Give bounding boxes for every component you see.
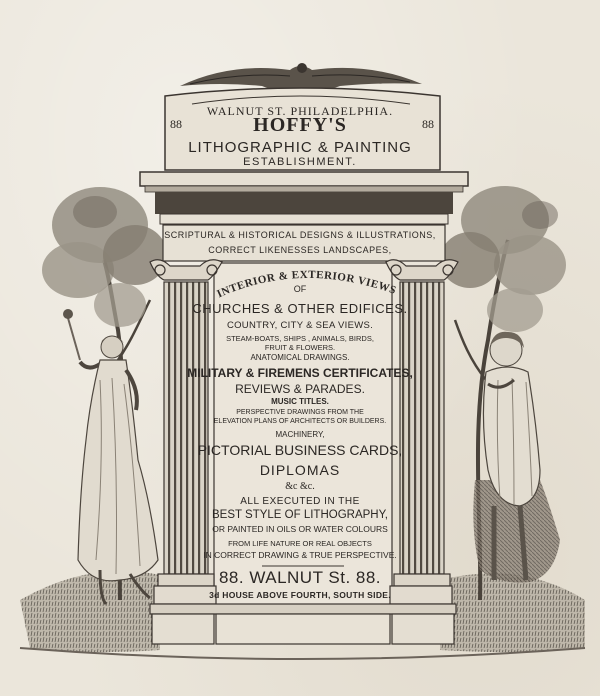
line-life-nature: FROM LIFE NATURE OR REAL OBJECTS — [228, 539, 372, 548]
line-military: MILITARY & FIREMENS CERTIFICATES, — [187, 366, 413, 380]
line-perspective: PERSPECTIVE DRAWINGS FROM THE — [236, 409, 364, 416]
line-correct-drawing: IN CORRECT DRAWING & TRUE PERSPECTIVE. — [203, 550, 397, 560]
pedestal-base — [150, 604, 456, 644]
line-best-style: BEST STYLE OF LITHOGRAPHY, — [212, 509, 388, 521]
line-diplomas: DIPLOMAS — [259, 462, 341, 478]
line-etc: &c &c. — [285, 481, 315, 492]
line-oils: OR PAINTED IN OILS OR WATER COLOURS — [212, 524, 388, 534]
line-reviews: REVIEWS & PARADES. — [235, 382, 365, 396]
line-machinery: MACHINERY, — [275, 430, 325, 439]
band-line-2: CORRECT LIKENESSES LANDSCAPES, — [208, 245, 392, 255]
band-line-1: SCRIPTURAL & HISTORICAL DESIGNS & ILLUSTRATIONS, — [164, 230, 436, 240]
sign-subtitle: LITHOGRAPHIC & PAINTING — [188, 139, 412, 156]
line-address: 88. WALNUT St. 88. — [218, 568, 382, 587]
arched-heading: INTERIOR & EXTERIOR VIEWS — [215, 268, 398, 301]
line-anatomical: ANATOMICAL DRAWINGS. — [250, 353, 350, 362]
sign-number-right: 88 — [422, 117, 434, 131]
line-of: OF — [293, 284, 307, 294]
sign-number-left: 88 — [170, 117, 182, 131]
line-music: MUSIC TITLES. — [271, 397, 329, 406]
sign-street-address: WALNUT ST. PHILADELPHIA. — [206, 104, 394, 118]
line-steam-boats: STEAM-BOATS, SHIPS , ANIMALS, BIRDS, — [226, 334, 374, 343]
sign-title: HOFFY'S — [253, 114, 347, 136]
line-country: COUNTRY, CITY & SEA VIEWS. — [226, 320, 374, 331]
line-business-cards: PICTORIAL BUSINESS CARDS, — [197, 442, 403, 458]
sign-establishment: ESTABLISHMENT. — [243, 156, 357, 168]
line-fruit: FRUIT & FLOWERS. — [264, 343, 336, 352]
line-elevation: ELEVATION PLANS OF ARCHITECTS OR BUILDERS. — [213, 418, 387, 425]
line-churches: CHURCHES & OTHER EDIFICES. — [192, 301, 408, 316]
line-all-executed: ALL EXECUTED IN THE — [240, 496, 360, 507]
line-address-detail: 3d HOUSE ABOVE FOURTH, SOUTH SIDE. — [209, 590, 391, 600]
